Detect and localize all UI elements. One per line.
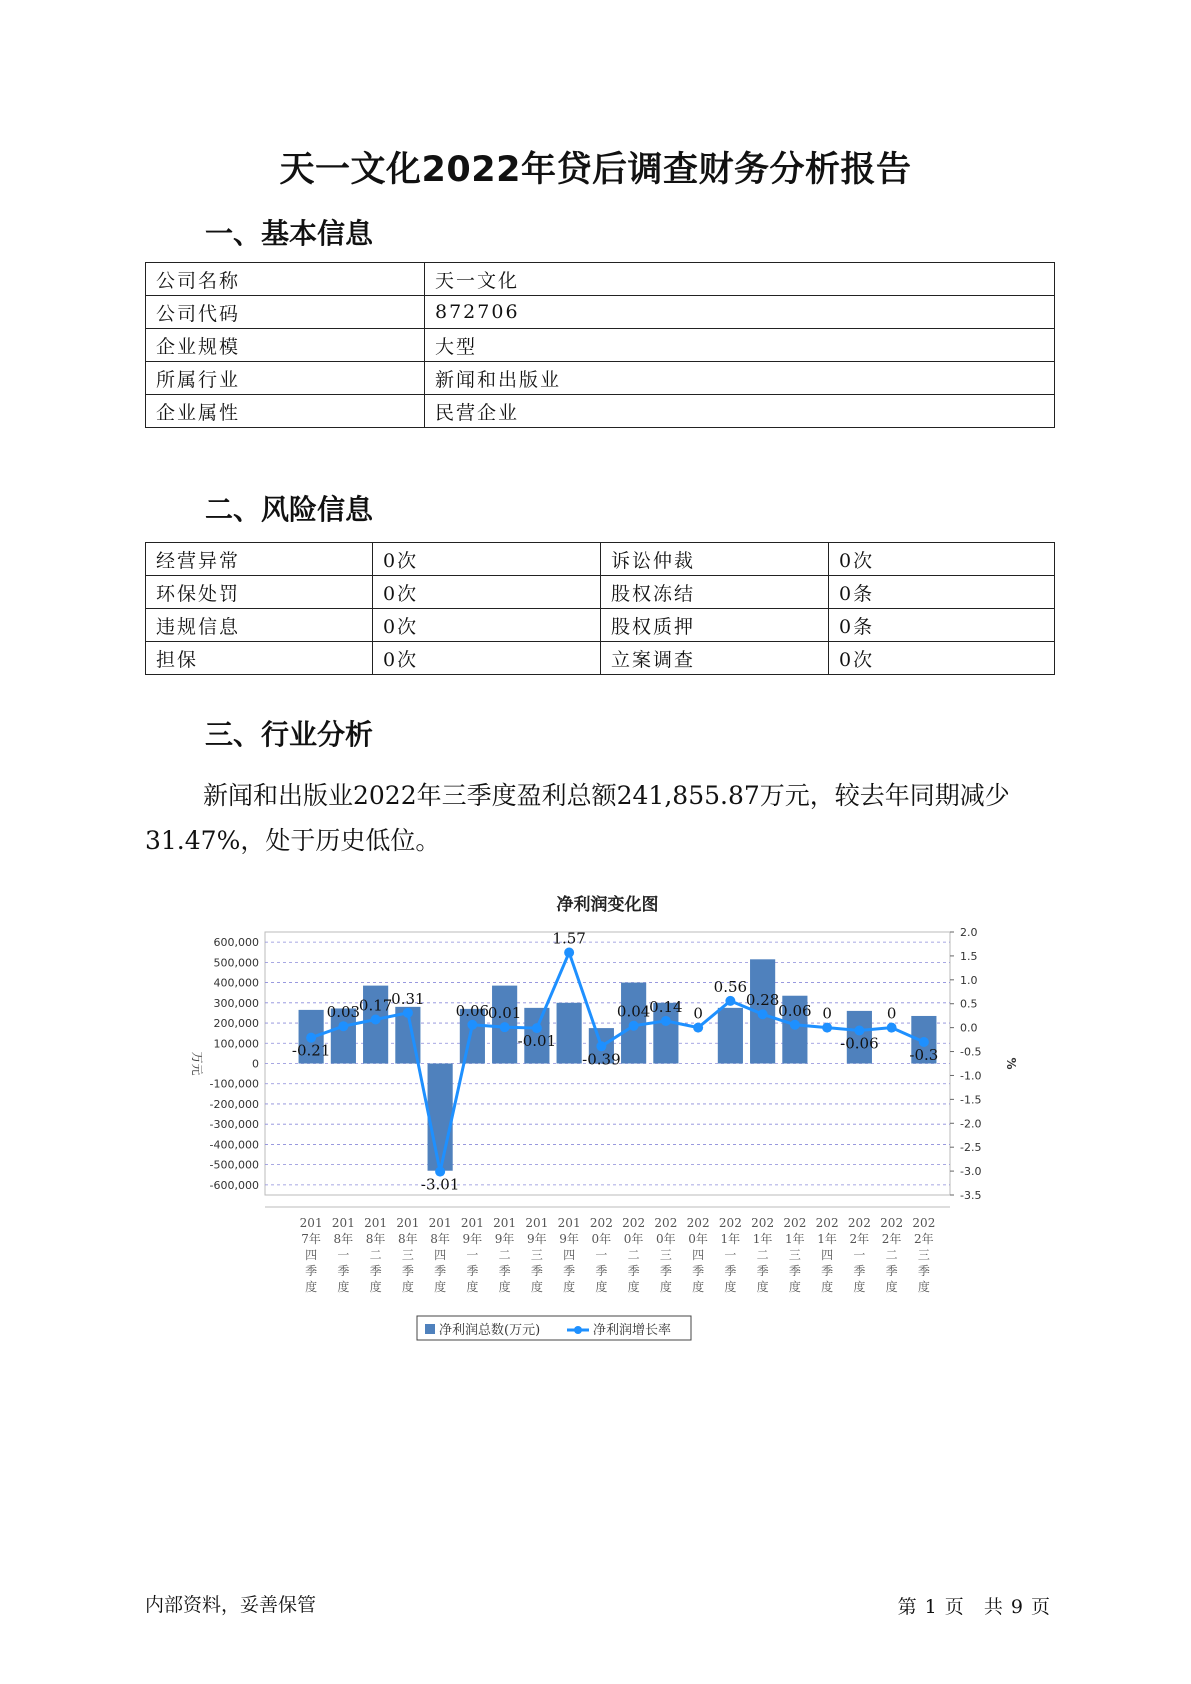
x-tick-label: 201 9年四季度 bbox=[557, 1216, 581, 1294]
risk-label: 担保 bbox=[146, 642, 373, 675]
total-num: 9 bbox=[1010, 1596, 1023, 1618]
y-tick-label: 400,000 bbox=[213, 976, 259, 990]
section-heading-basic: 一、基本信息 bbox=[205, 217, 374, 250]
basic-value: 天一文化 bbox=[425, 263, 1055, 296]
growth-rate-point bbox=[338, 1021, 348, 1031]
y-tick-label: -200,000 bbox=[209, 1097, 259, 1111]
total-unit: 页 bbox=[1030, 1596, 1050, 1618]
x-tick-label: 201 8年三季度 bbox=[396, 1216, 420, 1294]
basic-value: 大型 bbox=[425, 329, 1055, 362]
industry-paragraph bbox=[145, 773, 1055, 863]
growth-rate-label: 0.56 bbox=[713, 977, 748, 996]
growth-rate-point bbox=[467, 1020, 477, 1030]
x-tick-label: 202 0年三季度 bbox=[654, 1216, 678, 1294]
basic-label: 企业属性 bbox=[146, 395, 425, 428]
basic-value: 872706 bbox=[425, 296, 1055, 329]
growth-rate-point bbox=[822, 1023, 832, 1033]
net-profit-chart bbox=[155, 890, 1035, 1350]
page-num: 1 bbox=[924, 1596, 937, 1618]
growth-rate-point bbox=[758, 1009, 768, 1019]
table-row bbox=[146, 642, 1055, 675]
y-right-tick-label: -3.5 bbox=[960, 1189, 982, 1202]
growth-rate-point bbox=[564, 948, 574, 958]
x-tick-label: 202 2年三季度 bbox=[912, 1216, 936, 1294]
section-heading-industry: 三、行业分析 bbox=[205, 718, 374, 751]
y-tick-label: 600,000 bbox=[213, 936, 259, 950]
y-right-tick-label: -3.0 bbox=[960, 1165, 982, 1179]
growth-rate-label: 0.01 bbox=[487, 1004, 522, 1023]
y-tick-label: 300,000 bbox=[213, 996, 259, 1010]
y-right-tick-label: 0.0 bbox=[960, 1021, 978, 1035]
table-row bbox=[146, 362, 1055, 395]
table-row bbox=[146, 263, 1055, 296]
risk-value: 0次 bbox=[373, 543, 601, 576]
growth-rate-label: -0.01 bbox=[517, 1032, 557, 1051]
risk-value: 0条 bbox=[829, 609, 1055, 642]
risk-value: 0次 bbox=[373, 609, 601, 642]
growth-rate-point bbox=[403, 1008, 413, 1018]
x-tick-label: 202 1年二季度 bbox=[751, 1216, 775, 1294]
growth-rate-label: 0.03 bbox=[326, 1003, 361, 1022]
growth-rate-label: -0.21 bbox=[291, 1041, 331, 1060]
table-row bbox=[146, 329, 1055, 362]
basic-value: 民营企业 bbox=[425, 395, 1055, 428]
risk-value: 0次 bbox=[373, 576, 601, 609]
legend-line-marker bbox=[574, 1326, 582, 1334]
table-row bbox=[146, 543, 1055, 576]
x-tick-label: 201 9年二季度 bbox=[493, 1216, 517, 1294]
legend-bar-swatch bbox=[425, 1324, 435, 1334]
y-right-tick-label: -1.0 bbox=[960, 1069, 982, 1083]
risk-label: 诉讼仲裁 bbox=[601, 543, 829, 576]
risk-value: 0次 bbox=[373, 642, 601, 675]
x-tick-label: 201 8年一季度 bbox=[331, 1216, 355, 1294]
x-tick-label: 202 0年四季度 bbox=[686, 1216, 710, 1294]
growth-rate-label: 0.17 bbox=[358, 996, 393, 1015]
y-right-tick-label: 0.5 bbox=[960, 997, 978, 1011]
risk-value: 0条 bbox=[829, 576, 1055, 609]
risk-value: 0次 bbox=[829, 543, 1055, 576]
x-tick-label: 202 1年三季度 bbox=[783, 1216, 807, 1294]
y-right-tick-label: -0.5 bbox=[960, 1045, 982, 1059]
basic-label: 所属行业 bbox=[146, 362, 425, 395]
y-right-tick-label: -2.5 bbox=[960, 1141, 982, 1155]
y-tick-label: 500,000 bbox=[213, 956, 259, 970]
legend-bar-label: 净利润总数(万元) bbox=[439, 1323, 541, 1338]
total-prefix: 共 bbox=[983, 1596, 1003, 1618]
table-row bbox=[146, 576, 1055, 609]
page-unit: 页 bbox=[944, 1596, 964, 1618]
basic-label: 企业规模 bbox=[146, 329, 425, 362]
y-tick-label: -500,000 bbox=[209, 1158, 259, 1172]
growth-rate-label: 0 bbox=[693, 1004, 703, 1023]
basic-label: 公司代码 bbox=[146, 296, 425, 329]
x-tick-label: 202 0年一季度 bbox=[589, 1216, 613, 1294]
risk-label: 违规信息 bbox=[146, 609, 373, 642]
chart-title: 净利润变化图 bbox=[556, 895, 659, 915]
risk-label: 股权质押 bbox=[601, 609, 829, 642]
bar bbox=[718, 1008, 743, 1064]
growth-rate-label: -0.39 bbox=[582, 1050, 621, 1069]
growth-rate-label: 1.57 bbox=[552, 929, 586, 948]
y-tick-label: -400,000 bbox=[209, 1138, 259, 1152]
growth-rate-label: 0.06 bbox=[778, 1001, 812, 1020]
x-tick-label: 201 8年四季度 bbox=[428, 1216, 452, 1294]
x-tick-label: 201 9年一季度 bbox=[460, 1216, 484, 1294]
y-tick-label: 100,000 bbox=[213, 1037, 259, 1051]
growth-rate-label: 0.28 bbox=[745, 991, 780, 1010]
growth-rate-label: 0 bbox=[822, 1004, 832, 1023]
risk-label: 立案调查 bbox=[601, 642, 829, 675]
growth-rate-point bbox=[790, 1020, 800, 1030]
growth-rate-label: 0.06 bbox=[455, 1001, 490, 1020]
risk-value: 0次 bbox=[829, 642, 1055, 675]
growth-rate-point bbox=[693, 1023, 703, 1033]
industry-paragraph-text: 新闻和出版业2022年三季度盈利总额241,855.87万元，较去年同期减少31.47%，处于历史低位。 bbox=[145, 781, 1010, 855]
page-prefix: 第 bbox=[897, 1596, 917, 1618]
footer-confidential-note: 内部资料，妥善保管 bbox=[145, 1594, 317, 1616]
x-tick-label: 202 0年二季度 bbox=[622, 1216, 646, 1294]
risk-label: 经营异常 bbox=[146, 543, 373, 576]
growth-rate-point bbox=[629, 1021, 639, 1031]
section-heading-risk: 二、风险信息 bbox=[205, 493, 374, 526]
x-tick-label: 202 2年二季度 bbox=[880, 1216, 904, 1294]
y-right-axis-title: % bbox=[1004, 1057, 1018, 1070]
table-row bbox=[146, 395, 1055, 428]
y-right-tick-label: -1.5 bbox=[960, 1093, 982, 1107]
y-right-tick-label: 1.5 bbox=[960, 949, 978, 963]
legend-line-label: 净利润增长率 bbox=[593, 1323, 672, 1338]
growth-rate-label: 0.14 bbox=[649, 997, 683, 1016]
y-tick-label: -600,000 bbox=[209, 1178, 259, 1192]
growth-rate-point bbox=[725, 996, 735, 1006]
basic-value: 新闻和出版业 bbox=[425, 362, 1055, 395]
growth-rate-label: 0 bbox=[886, 1004, 897, 1023]
document-title: 天一文化2022年贷后调查财务分析报告 bbox=[279, 150, 912, 190]
x-tick-label: 202 2年一季度 bbox=[847, 1216, 871, 1294]
risk-info-table bbox=[145, 542, 1055, 675]
footer-page-number bbox=[894, 1592, 1054, 1619]
bar bbox=[557, 1003, 582, 1064]
y-tick-label: 0 bbox=[252, 1057, 259, 1071]
growth-rate-label: -3.01 bbox=[420, 1175, 460, 1194]
y-right-tick-label: 1.0 bbox=[960, 973, 978, 987]
growth-rate-label: 0.04 bbox=[616, 1002, 651, 1021]
growth-rate-label: -0.3 bbox=[909, 1045, 939, 1064]
y-tick-label: -100,000 bbox=[209, 1077, 259, 1091]
bar bbox=[428, 1064, 453, 1171]
risk-label: 股权冻结 bbox=[601, 576, 829, 609]
y-axis-title: 万元 bbox=[190, 1051, 204, 1076]
growth-rate-point bbox=[661, 1016, 671, 1026]
basic-label: 公司名称 bbox=[146, 263, 425, 296]
table-row bbox=[146, 296, 1055, 329]
growth-rate-label: -0.06 bbox=[840, 1034, 879, 1053]
risk-label: 环保处罚 bbox=[146, 576, 373, 609]
y-right-tick-label: -2.0 bbox=[960, 1117, 982, 1131]
x-tick-label: 202 1年一季度 bbox=[718, 1216, 742, 1294]
x-tick-label: 201 7年四季度 bbox=[299, 1216, 323, 1294]
x-tick-label: 201 9年三季度 bbox=[525, 1216, 549, 1294]
y-tick-label: -300,000 bbox=[209, 1118, 259, 1132]
y-right-tick-label: 2.0 bbox=[960, 926, 978, 939]
growth-rate-point bbox=[371, 1015, 381, 1025]
y-tick-label: 200,000 bbox=[213, 1017, 259, 1031]
growth-rate-label: 0.31 bbox=[391, 989, 425, 1008]
basic-info-table bbox=[145, 262, 1055, 428]
growth-rate-point bbox=[500, 1022, 510, 1032]
table-row bbox=[146, 609, 1055, 642]
x-tick-label: 202 1年四季度 bbox=[815, 1216, 839, 1294]
x-tick-label: 201 8年二季度 bbox=[364, 1216, 388, 1294]
growth-rate-point bbox=[887, 1023, 897, 1033]
